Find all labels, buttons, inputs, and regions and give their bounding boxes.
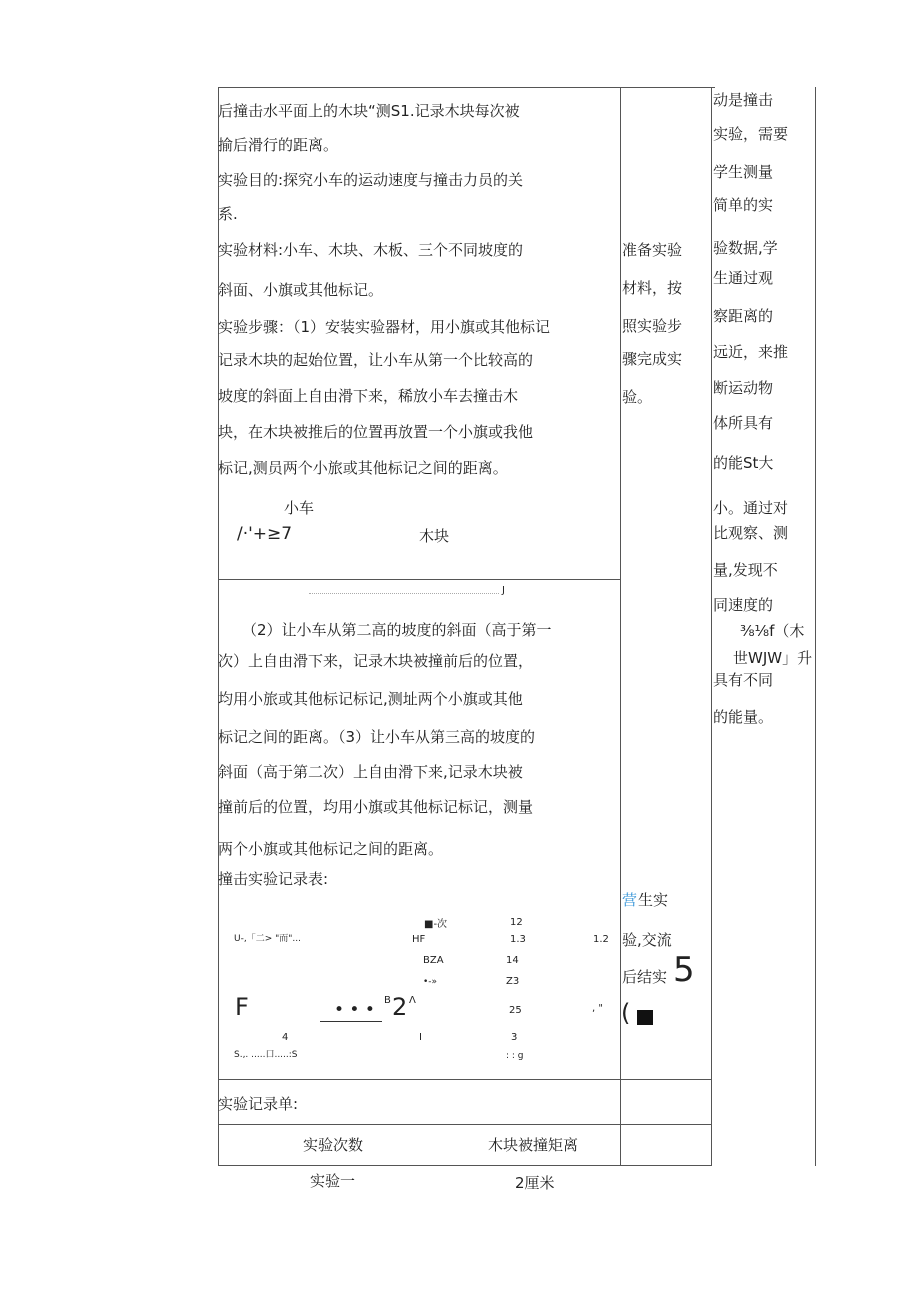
text-line: 次）上自由滑下来，记录木块被撞前后的位置， xyxy=(218,652,534,670)
scan-fragment: 1.3 xyxy=(510,934,526,945)
scan-fragment: 25 xyxy=(509,1005,522,1016)
scan-fragment: 3 xyxy=(511,1032,518,1043)
text-line: 揄后滑行的距离。 xyxy=(218,136,339,154)
col3-text-line: ⅜⅛f（木 xyxy=(740,622,805,640)
col2-text-line: 准备实验 xyxy=(622,241,683,259)
text-line: 斜面（高于第二次）上自由滑下来,记录木块被 xyxy=(218,763,523,781)
text-line: 均用小旅或其他标记标记,测址两个小旗或其他 xyxy=(218,690,523,708)
scan-fragment: 12 xyxy=(510,917,523,928)
col3-text-line: 体所具有 xyxy=(713,414,774,432)
text-line: 撞前后的位置，均用小旗或其他标记标记，测量 xyxy=(218,798,534,816)
table-header-distance: 木块被撞矩离 xyxy=(488,1136,579,1154)
col3-text-line: 小。通过对 xyxy=(713,499,789,517)
col3-text-line: 具有不同 xyxy=(713,671,774,689)
col2-text-line: 骤完成实 xyxy=(622,350,683,368)
col3-text-line: 量,发现不 xyxy=(713,561,778,579)
col3-text-line: 的能量。 xyxy=(713,708,774,726)
col3-text-line: 远近，来推 xyxy=(713,343,789,361)
scan-fragment: : : g xyxy=(506,1051,524,1061)
record-table-title: 撞击实验记录表: xyxy=(218,870,329,888)
text-line: 斜面、小旗或其他标记。 xyxy=(218,281,384,299)
col2-text-line: 验。 xyxy=(622,388,653,406)
scan-fragment: 14 xyxy=(506,955,519,966)
scan-fragment: •-» xyxy=(423,977,438,987)
col2-big-number: 5 xyxy=(673,950,695,990)
col2-text-line: 验,交流 xyxy=(622,931,672,949)
scan-underline xyxy=(320,1021,382,1022)
col3-text-line: 的能St大 xyxy=(713,454,774,472)
col2-text-line: 生实 xyxy=(638,891,669,909)
black-block xyxy=(637,1010,653,1025)
row-divider-3 xyxy=(218,1124,711,1125)
table-cell-trial: 实验一 xyxy=(310,1172,356,1190)
col2-text-line: 后结实 xyxy=(622,968,668,986)
col2-highlight-char: 营 xyxy=(622,891,638,909)
col2-text-line: 照实验步 xyxy=(622,317,683,335)
table-cell-distance: 2厘米 xyxy=(515,1174,555,1192)
text-line: 系. xyxy=(218,205,238,223)
col3-text-line: 生通过观 xyxy=(713,269,774,287)
col2-paren: ( xyxy=(621,999,631,1027)
scan-fragment: ■-次 xyxy=(424,919,448,930)
scan-fragment: BZA xyxy=(423,955,444,966)
text-line: 记录木块的起始位置，让小车从第一个比较高的 xyxy=(218,351,534,369)
col2-text-line: 材料，按 xyxy=(622,279,683,297)
scan-fragment: U-,「二> "而"... xyxy=(234,934,301,944)
scan-fragment: 1.2 xyxy=(593,934,609,945)
column-divider-2 xyxy=(711,87,712,1166)
scan-fragment: HF xyxy=(412,934,426,945)
table-header-trials: 实验次数 xyxy=(303,1136,364,1154)
text-line: 标记之间的距离。（3）让小车从第三高的坡度的 xyxy=(218,728,536,746)
scan-fragment: S.,. .....口.....:S xyxy=(234,1050,298,1060)
text-line: 后撞击水平面上的木块“测S1.记录木块每次被 xyxy=(218,102,520,120)
diagram-block-label: 木块 xyxy=(419,527,450,545)
text-line: 实验目的:探究小车的运动速度与撞击力员的关 xyxy=(218,171,524,189)
row-divider-2 xyxy=(218,1079,711,1080)
row-divider-1 xyxy=(218,579,620,580)
scan-fragment: , " xyxy=(592,1003,603,1014)
scan-fragment: Z3 xyxy=(506,976,520,987)
dotted-end-mark: J xyxy=(502,585,505,596)
scan-fragment: Λ xyxy=(409,995,416,1006)
diagram-symbol: /·'+≥7 xyxy=(237,524,293,544)
text-line: 实验步骤：（1）安装实验器材，用小旗或其他标记 xyxy=(218,318,551,336)
text-line: 块，在木块被推后的位置再放置一个小旗或我他 xyxy=(218,423,534,441)
row-divider-4 xyxy=(218,1165,711,1166)
col3-text-line: 断运动物 xyxy=(713,379,774,397)
col3-text-line: 实验，需要 xyxy=(713,125,789,143)
col3-text-line: 简单的实 xyxy=(713,196,774,214)
text-line: 两个小旗或其他标记之间的距离。 xyxy=(218,840,444,858)
table-right-border xyxy=(815,87,816,1166)
col3-text-line: 比观察、测 xyxy=(713,524,789,542)
scan-fragment: • • • xyxy=(334,1000,375,1020)
scan-fragment: B xyxy=(384,995,391,1006)
text-line: （2）让小车从第二高的坡度的斜面（高于第一 xyxy=(242,621,552,639)
scan-fragment: 2 xyxy=(392,993,408,1021)
scan-fragment: I xyxy=(419,1032,422,1043)
col3-text-line: 察距离的 xyxy=(713,307,774,325)
table-top-border xyxy=(218,87,715,88)
col3-text-line: 验数据,学 xyxy=(713,239,778,257)
col3-text-line: 动是撞击 xyxy=(713,91,774,109)
scan-fragment: 4 xyxy=(282,1032,289,1043)
col3-text-line: 同速度的 xyxy=(713,596,774,614)
dotted-separator xyxy=(309,593,499,594)
col3-text-line: 学生测量 xyxy=(713,163,774,181)
text-line: 实验材料:小车、木块、木板、三个不同坡度的 xyxy=(218,241,524,259)
text-line: 标记,测员两个小旅或其他标记之间的距离。 xyxy=(218,459,508,477)
diagram-car-label: 小车 xyxy=(284,499,315,517)
scan-fragment: F xyxy=(235,993,249,1021)
record-sheet-title: 实验记录单: xyxy=(218,1095,299,1113)
col3-text-line: 世WJW」升 xyxy=(733,649,813,667)
text-line: 坡度的斜面上自由滑下来，稀放小车去撞击木 xyxy=(218,387,519,405)
